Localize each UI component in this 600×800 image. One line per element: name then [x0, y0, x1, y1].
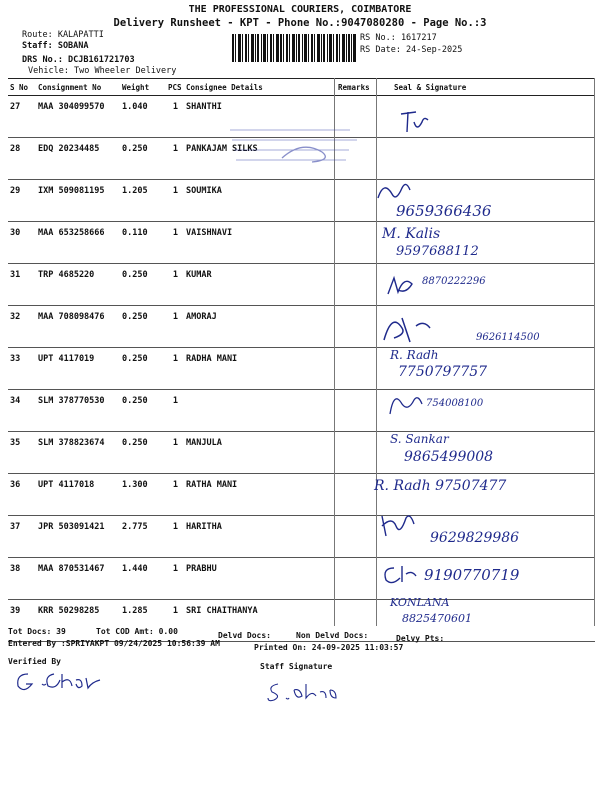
table-row — [8, 180, 595, 222]
cell-seal — [384, 138, 595, 180]
handwritten-name: S. Sankar — [390, 432, 449, 446]
cell-pcs: 1 — [166, 180, 184, 222]
cell-pcs: 1 — [166, 390, 184, 432]
cell-consignment: TRP 4685220 — [36, 264, 120, 306]
cell-sno: 28 — [8, 138, 36, 180]
cell-weight: 0.250 — [120, 264, 166, 306]
cell-seal — [384, 390, 595, 432]
company-name: THE PROFESSIONAL COURIERS, COIMBATORE — [188, 4, 412, 15]
handwritten-name: R. Radh — [390, 348, 439, 362]
table-row — [8, 432, 595, 474]
cell-consignment: MAA 870531467 — [36, 558, 120, 600]
cell-consignee: AMORAJ — [184, 306, 336, 348]
cell-consignee: PANKAJAM SILKS — [184, 138, 336, 180]
handwritten-phone: 754008100 — [426, 398, 484, 409]
non-delivered-docs: Non Delvd Docs: — [296, 631, 369, 640]
total-cod: Tot COD Amt: 0.00 — [96, 627, 178, 636]
cell-pcs: 1 — [166, 138, 184, 180]
col-pcs: PCS — [166, 79, 184, 96]
delivered-docs: Delvd Docs: — [218, 631, 271, 640]
cell-consignee: SOUMIKA — [184, 180, 336, 222]
cell-consignee: SHANTHI — [184, 96, 336, 138]
cell-consignee: KUMAR — [184, 264, 336, 306]
cell-pcs: 1 — [166, 474, 184, 516]
cell-sno: 31 — [8, 264, 36, 306]
cell-pcs: 1 — [166, 516, 184, 558]
cell-consignee: SRI CHAITHANYA — [184, 600, 336, 642]
cell-sno: 35 — [8, 432, 36, 474]
rs-no: RS No.: 1617217 — [360, 33, 437, 43]
cell-consignee: PRABHU — [184, 558, 336, 600]
cell-weight: 1.300 — [120, 474, 166, 516]
table-row — [8, 264, 595, 306]
cell-sno: 39 — [8, 600, 36, 642]
cell-pcs: 1 — [166, 96, 184, 138]
cell-consignee: RATHA MANI — [184, 474, 336, 516]
table-header-row — [8, 79, 595, 96]
cell-sno: 34 — [8, 390, 36, 432]
handwritten-phone: 9597688112 — [396, 244, 479, 259]
table-row — [8, 96, 595, 138]
cell-consignment: JPR 503091421 — [36, 516, 120, 558]
handwritten-phone: 9659366436 — [396, 202, 492, 220]
cell-weight: 0.250 — [120, 348, 166, 390]
cell-consignment: SLM 378770530 — [36, 390, 120, 432]
cell-weight: 0.250 — [120, 432, 166, 474]
printed-on: Printed On: 24-09-2025 11:03:57 — [254, 643, 404, 652]
cell-consignee: HARITHA — [184, 516, 336, 558]
route: Route: KALAPATTI — [22, 30, 104, 40]
table-row — [8, 222, 595, 264]
cell-consignee — [184, 390, 336, 432]
cell-weight: 0.250 — [120, 306, 166, 348]
handwritten-name: M. Kalis — [382, 226, 441, 242]
column-divider — [376, 78, 377, 626]
staff-signature-label: Staff Signature — [260, 662, 333, 671]
handwritten-phone: 9190770719 — [424, 566, 520, 584]
cell-sno: 29 — [8, 180, 36, 222]
cell-weight: 1.440 — [120, 558, 166, 600]
cell-sno: 38 — [8, 558, 36, 600]
cell-sno: 33 — [8, 348, 36, 390]
cell-consignment: KRR 50298285 — [36, 600, 120, 642]
handwritten-phone: 9629829986 — [430, 530, 520, 546]
verified-by-label: Verified By — [8, 657, 61, 666]
handwritten-phone: 9626114500 — [476, 332, 540, 343]
total-docs: Tot Docs: 39 — [8, 627, 66, 636]
table-row — [8, 348, 595, 390]
drs-no: DRS No.: DCJB161721703 — [22, 55, 135, 65]
cell-consignee: VAISHNAVI — [184, 222, 336, 264]
entered-by: Entered By :SPRIYAKPT 09/24/2025 10:56:39 AM — [8, 639, 220, 648]
cell-consignment: MAA 653258666 — [36, 222, 120, 264]
cell-weight: 0.110 — [120, 222, 166, 264]
cell-pcs: 1 — [166, 222, 184, 264]
handwritten-phone: 9865499008 — [404, 449, 494, 465]
vehicle: Vehicle: Two Wheeler Delivery — [28, 66, 177, 76]
verifier-signature — [14, 668, 104, 694]
cell-consignee: RADHA MANI — [184, 348, 336, 390]
col-consignee: Consignee Details — [184, 79, 336, 96]
cell-consignment: MAA 708098476 — [36, 306, 120, 348]
table-row — [8, 474, 595, 516]
table-row — [8, 390, 595, 432]
col-consignment: Consignment No — [36, 79, 120, 96]
staff-signature — [266, 680, 342, 702]
cell-sno: 36 — [8, 474, 36, 516]
handwritten-phone: 8870222296 — [422, 276, 486, 287]
runsheet-table — [8, 78, 595, 642]
cell-seal — [384, 96, 595, 138]
barcode — [232, 34, 356, 62]
cell-pcs: 1 — [166, 558, 184, 600]
cell-pcs: 1 — [166, 600, 184, 642]
staff: Staff: SOBANA — [22, 41, 89, 51]
table-row — [8, 138, 595, 180]
cell-weight: 0.250 — [120, 390, 166, 432]
cell-pcs: 1 — [166, 348, 184, 390]
cell-consignment: UPT 4117019 — [36, 348, 120, 390]
column-divider — [594, 78, 595, 626]
cell-consignment: MAA 304099570 — [36, 96, 120, 138]
col-seal-signature: Seal & Signature — [384, 79, 595, 96]
cell-weight: 1.285 — [120, 600, 166, 642]
cell-weight: 1.040 — [120, 96, 166, 138]
cell-consignment: EDQ 20234485 — [36, 138, 120, 180]
cell-weight: 0.250 — [120, 138, 166, 180]
cell-weight: 2.775 — [120, 516, 166, 558]
column-divider — [334, 78, 335, 626]
col-remarks: Remarks — [336, 79, 384, 96]
cell-consignment: SLM 378823674 — [36, 432, 120, 474]
cell-sno: 32 — [8, 306, 36, 348]
handwritten-phone: R. Radh 97507477 — [374, 478, 507, 494]
cell-pcs: 1 — [166, 306, 184, 348]
cell-consignee: MANJULA — [184, 432, 336, 474]
col-sno: S No — [8, 79, 36, 96]
runsheet-title: Delivery Runsheet - KPT - Phone No.:9047080280 - Page No.:3 — [113, 17, 487, 29]
cell-consignment: IXM 509081195 — [36, 180, 120, 222]
rs-date: RS Date: 24-Sep-2025 — [360, 45, 463, 55]
cell-sno: 27 — [8, 96, 36, 138]
cell-pcs: 1 — [166, 432, 184, 474]
cell-consignment: UPT 4117018 — [36, 474, 120, 516]
cell-seal — [384, 264, 595, 306]
cell-sno: 37 — [8, 516, 36, 558]
handwritten-phone: 7750797757 — [398, 364, 488, 380]
cell-weight: 1.205 — [120, 180, 166, 222]
col-weight: Weight — [120, 79, 166, 96]
cell-sno: 30 — [8, 222, 36, 264]
cell-pcs: 1 — [166, 264, 184, 306]
delivery-points: Delvy Pts: — [396, 634, 445, 643]
handwritten-name: KONLANA — [390, 596, 450, 609]
handwritten-phone: 8825470601 — [402, 612, 472, 625]
